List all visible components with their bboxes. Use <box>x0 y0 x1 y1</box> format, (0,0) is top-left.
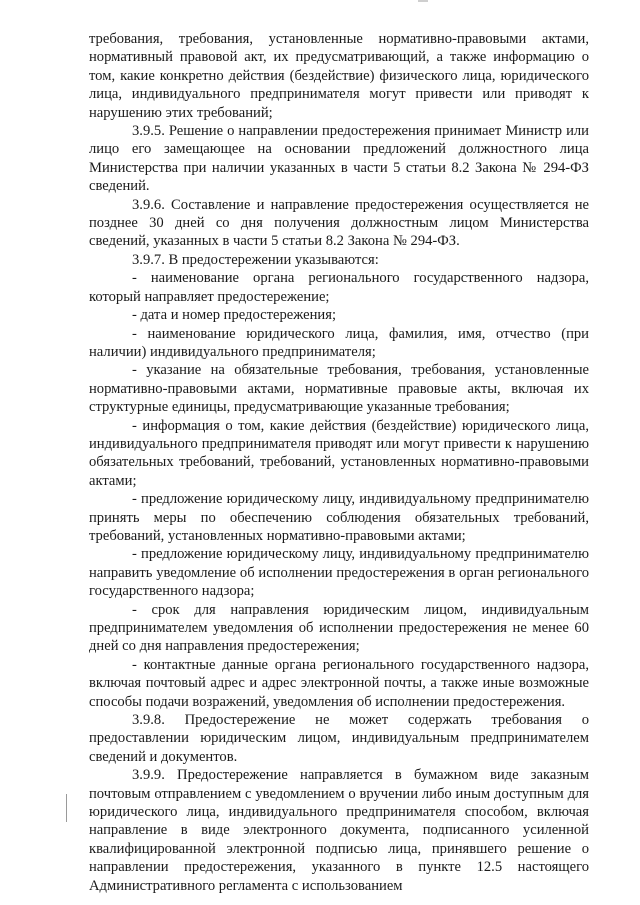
margin-line <box>66 794 67 822</box>
list-item: - наименование юридического лица, фамилия, имя, отчество (при наличии) индивидуального предпринимателя; <box>89 325 589 360</box>
paragraph-continuation: требования, требования, установленные нормативно-правовыми актами, нормативный правовой акт, их предусматривающий, а также информацию о том, какие конкретно действия (бездействие) физического лица, юридического лица, индивидуального предпринимателя могут привести или приводят к нарушению этих требований; <box>89 31 589 121</box>
paragraph-3-9-9: 3.9.9. Предостережение направляется в бумажном виде заказным почтовым отправлением с уведомлением о вручении либо иным доступным для юридического лица, индивидуального предпринимателя способом, включая направление в виде электронного документа, подписанного усиленной квалифицированной электронной подписью лица, принявшего решение о направлении предостережения, указанного в пункте 12.5 настоящего Административного регламента с использованием <box>89 767 589 894</box>
document-body <box>89 30 589 895</box>
list-item: - предложение юридическому лицу, индивидуальному предпринимателю направить уведомление об исполнении предостережения в орган регионального государственного надзора; <box>89 546 589 600</box>
paragraph-3-9-5: 3.9.5. Решение о направлении предостережения принимает Министр или лицо его замещающее на основании предложений должностного лица Министерства при наличии указанных в части 5 статьи 8.2 Закона № 294-ФЗ сведений. <box>89 123 589 195</box>
list-item: - контактные данные органа регионального государственного надзора, включая почтовый адрес и адрес электронной почты, а также иные возможные способы подачи возражений, уведомления об исполнении предостережения. <box>89 656 589 710</box>
paragraph-3-9-7: 3.9.7. В предостережении указываются: <box>132 251 379 268</box>
paragraph-3-9-8: 3.9.8. Предостережение не может содержать требования о предоставлении юридическим лицом, индивидуальным предпринимателем сведений и документов. <box>89 712 589 765</box>
list-item: - дата и номер предостережения; <box>132 307 336 324</box>
list-item: - предложение юридическому лицу, индивидуальному предпринимателю принять меры по обеспечению соблюдения обязательных требований, требований, установленных нормативно-правовыми актами; <box>89 491 589 544</box>
list-item: - информация о том, какие действия (бездействие) юридического лица, индивидуального предпринимателя приводят или могут привести к нарушению обязательных требований, требований, установленных нормативно-правовыми актами; <box>89 417 589 489</box>
list-item: - наименование органа регионального государственного надзора, который направляет предостережение; <box>89 270 589 305</box>
page-top-mark <box>418 0 428 2</box>
paragraph-3-9-6: 3.9.6. Составление и направление предостережения осуществляется не позднее 30 дней со дня получения должностным лицом Министерства сведений, указанных в части 5 статьи 8.2 Закона № 294-ФЗ. <box>89 196 589 250</box>
list-item: - срок для направления юридическим лицом, индивидуальным предпринимателем уведомления об исполнении предостережения не менее 60 дней со дня направления предостережения; <box>89 601 589 655</box>
list-item: - указание на обязательные требования, требования, установленные нормативно-правовыми актами, нормативные правовые акты, включая их структурные единицы, предусматривающие указанные требования; <box>89 362 589 416</box>
